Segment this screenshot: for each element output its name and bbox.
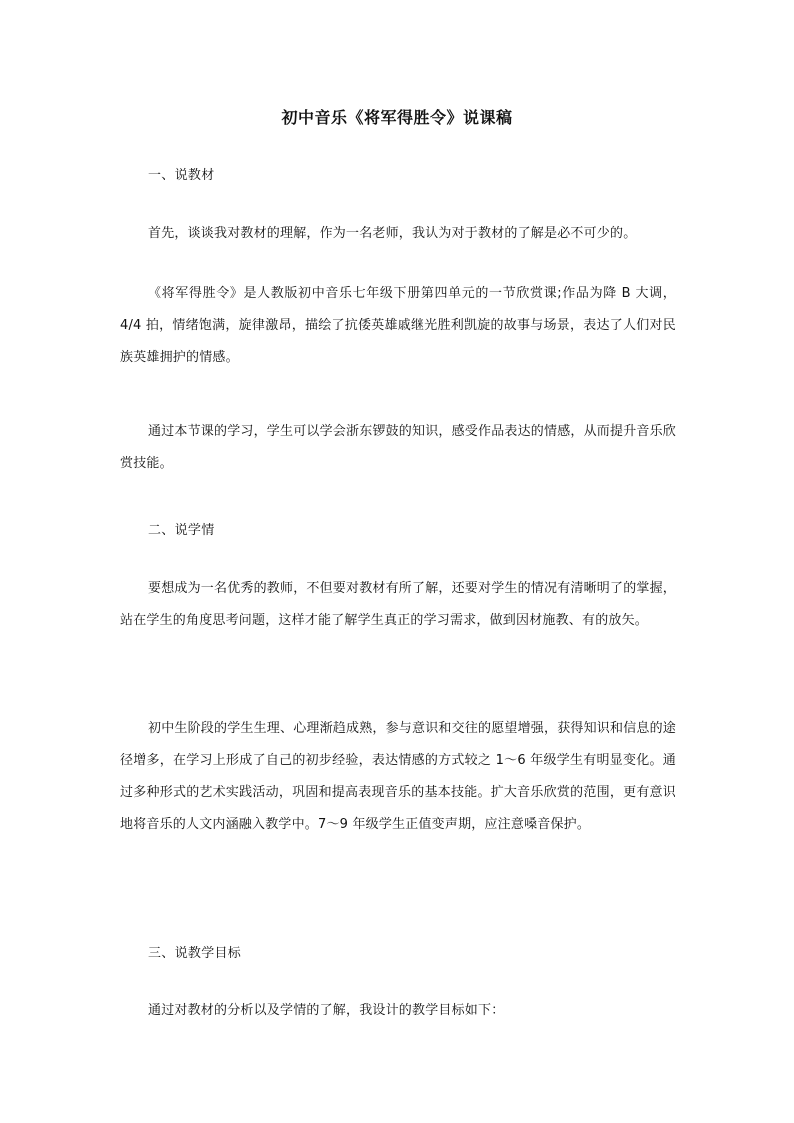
paragraph-objectives-intro: 通过对教材的分析以及学情的了解，我设计的教学目标如下： [148,1003,505,1018]
document-title: 初中音乐《将军得胜令》说课稿 [281,108,513,127]
section-heading-textbook: 一、说教材 [148,168,215,183]
paragraph-students-understanding: 要想成为一名优秀的教师，不但要对教材有所了解，还要对学生的情况有清晰明了的掌握，站在学生的角度思考问题，这样才能了解学生真正的学习需求，做到因材施教、有的放矢。 [120,581,677,628]
paragraph-textbook-goal: 通过本节课的学习，学生可以学会浙东锣鼓的知识，感受作品表达的情感，从而提升音乐欣赏技能。 [120,424,677,471]
section-heading-students: 二、说学情 [148,523,215,538]
section-heading-objectives: 三、说教学目标 [148,946,242,961]
paragraph-students-characteristics: 初中生阶段的学生生理、心理渐趋成熟，参与意识和交往的愿望增强，获得知识和信息的途径增多，在学习上形成了自己的初步经验，表达情感的方式较之 1～6 年级学生有明显变化。通过多种形式的艺术实践活动，巩固和提高表现音乐的基本技能。扩大音乐欣赏的范围，更有意识地将音乐的人文内涵融入教学中。7～9 年级学生正值变声期，应注意嗓音保护。 [120,721,677,832]
paragraph-textbook-content: 《将军得胜令》是人教版初中音乐七年级下册第四单元的一节欣赏课;作品为降 B 大调，4/4 拍，情绪饱满，旋律激昂，描绘了抗倭英雄戚继光胜利凯旋的故事与场景，表达了人们对民族英雄拥护的情感。 [120,286,676,365]
paragraph-textbook-understanding: 首先，谈谈我对教材的理解，作为一名老师，我认为对于教材的了解是必不可少的。 [148,226,637,241]
